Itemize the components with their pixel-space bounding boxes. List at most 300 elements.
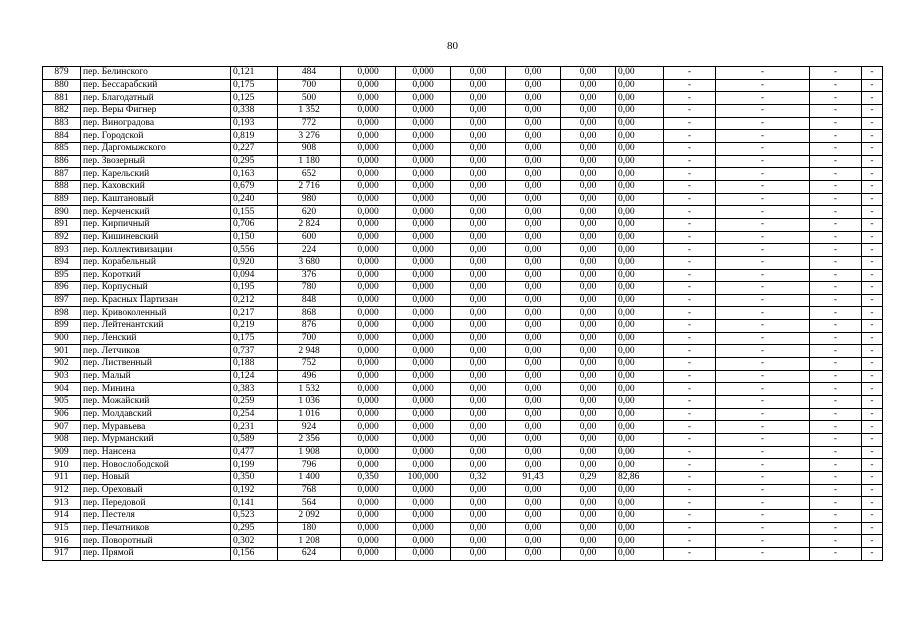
col10-value: 0,00 xyxy=(616,180,664,193)
length-km: 0,737 xyxy=(231,345,278,358)
col12-dash: - xyxy=(716,142,810,155)
street-name: пер. Красных Партизан xyxy=(81,294,231,307)
length-km: 0,556 xyxy=(231,244,278,257)
table-row xyxy=(43,408,883,421)
col7-value: 0,00 xyxy=(451,547,506,560)
col14-dash: - xyxy=(862,345,883,358)
col9-value: 0,00 xyxy=(561,446,616,459)
table-row xyxy=(43,547,883,560)
col8-value: 0,00 xyxy=(506,307,561,320)
col10-value: 0,00 xyxy=(616,509,664,522)
street-name: пер. Бессарабский xyxy=(81,79,231,92)
table-row xyxy=(43,307,883,320)
length-km: 0,679 xyxy=(231,180,278,193)
area-value: 624 xyxy=(278,547,341,560)
area-value: 752 xyxy=(278,358,341,371)
area-value: 224 xyxy=(278,244,341,257)
col8-value: 0,00 xyxy=(506,282,561,295)
street-name: пер. Кирпичный xyxy=(81,218,231,231)
length-km: 0,240 xyxy=(231,193,278,206)
col9-value: 0,00 xyxy=(561,269,616,282)
col9-value: 0,00 xyxy=(561,484,616,497)
col5-value: 0,000 xyxy=(341,522,396,535)
col7-value: 0,00 xyxy=(451,269,506,282)
col6-value: 0,000 xyxy=(396,193,451,206)
col11-dash: - xyxy=(664,117,716,130)
col9-value: 0,00 xyxy=(561,244,616,257)
col14-dash: - xyxy=(862,320,883,333)
col9-value: 0,00 xyxy=(561,509,616,522)
row-number: 908 xyxy=(43,434,81,447)
col5-value: 0,000 xyxy=(341,142,396,155)
col6-value: 0,000 xyxy=(396,104,451,117)
col13-dash: - xyxy=(810,79,862,92)
col5-value: 0,000 xyxy=(341,332,396,345)
area-value: 1 532 xyxy=(278,383,341,396)
col10-value: 0,00 xyxy=(616,218,664,231)
col12-dash: - xyxy=(716,547,810,560)
col12-dash: - xyxy=(716,522,810,535)
col6-value: 0,000 xyxy=(396,358,451,371)
col5-value: 0,000 xyxy=(341,535,396,548)
col11-dash: - xyxy=(664,421,716,434)
col12-dash: - xyxy=(716,370,810,383)
col5-value: 0,000 xyxy=(341,358,396,371)
col11-dash: - xyxy=(664,396,716,409)
col6-value: 0,000 xyxy=(396,307,451,320)
col9-value: 0,00 xyxy=(561,180,616,193)
area-value: 700 xyxy=(278,332,341,345)
col7-value: 0,00 xyxy=(451,497,506,510)
row-number: 897 xyxy=(43,294,81,307)
col6-value: 0,000 xyxy=(396,92,451,105)
col11-dash: - xyxy=(664,155,716,168)
col14-dash: - xyxy=(862,307,883,320)
row-number: 905 xyxy=(43,396,81,409)
col5-value: 0,000 xyxy=(341,231,396,244)
length-km: 0,163 xyxy=(231,168,278,181)
col10-value: 0,00 xyxy=(616,244,664,257)
col8-value: 0,00 xyxy=(506,497,561,510)
col13-dash: - xyxy=(810,509,862,522)
col10-value: 0,00 xyxy=(616,320,664,333)
length-km: 0,589 xyxy=(231,434,278,447)
col5-value: 0,000 xyxy=(341,497,396,510)
col11-dash: - xyxy=(664,256,716,269)
col10-value: 0,00 xyxy=(616,92,664,105)
table-row xyxy=(43,117,883,130)
col9-value: 0,00 xyxy=(561,434,616,447)
col8-value: 0,00 xyxy=(506,155,561,168)
col14-dash: - xyxy=(862,206,883,219)
length-km: 0,350 xyxy=(231,472,278,485)
col7-value: 0,00 xyxy=(451,244,506,257)
table-row xyxy=(43,218,883,231)
col6-value: 0,000 xyxy=(396,168,451,181)
length-km: 0,193 xyxy=(231,117,278,130)
length-km: 0,383 xyxy=(231,383,278,396)
col12-dash: - xyxy=(716,168,810,181)
col10-value: 0,00 xyxy=(616,497,664,510)
col9-value: 0,00 xyxy=(561,383,616,396)
col10-value: 0,00 xyxy=(616,294,664,307)
col11-dash: - xyxy=(664,244,716,257)
length-km: 0,302 xyxy=(231,535,278,548)
col7-value: 0,00 xyxy=(451,484,506,497)
col11-dash: - xyxy=(664,142,716,155)
length-km: 0,819 xyxy=(231,130,278,143)
length-km: 0,212 xyxy=(231,294,278,307)
street-name: пер. Передовой xyxy=(81,497,231,510)
col13-dash: - xyxy=(810,269,862,282)
col11-dash: - xyxy=(664,206,716,219)
col9-value: 0,00 xyxy=(561,79,616,92)
col5-value: 0,000 xyxy=(341,421,396,434)
table-row xyxy=(43,142,883,155)
col9-value: 0,00 xyxy=(561,408,616,421)
col7-value: 0,00 xyxy=(451,358,506,371)
col10-value: 0,00 xyxy=(616,547,664,560)
area-value: 772 xyxy=(278,117,341,130)
col7-value: 0,00 xyxy=(451,180,506,193)
col11-dash: - xyxy=(664,332,716,345)
col14-dash: - xyxy=(862,509,883,522)
col9-value: 0,00 xyxy=(561,155,616,168)
length-km: 0,227 xyxy=(231,142,278,155)
col11-dash: - xyxy=(664,497,716,510)
col14-dash: - xyxy=(862,231,883,244)
area-value: 1 180 xyxy=(278,155,341,168)
col7-value: 0,00 xyxy=(451,294,506,307)
col11-dash: - xyxy=(664,459,716,472)
col11-dash: - xyxy=(664,472,716,485)
col7-value: 0,00 xyxy=(451,206,506,219)
area-value: 924 xyxy=(278,421,341,434)
col7-value: 0,00 xyxy=(451,79,506,92)
col11-dash: - xyxy=(664,358,716,371)
col5-value: 0,000 xyxy=(341,307,396,320)
table-row xyxy=(43,282,883,295)
row-number: 915 xyxy=(43,522,81,535)
col14-dash: - xyxy=(862,155,883,168)
street-name: пер. Новый xyxy=(81,472,231,485)
col5-value: 0,000 xyxy=(341,206,396,219)
col10-value: 0,00 xyxy=(616,142,664,155)
row-number: 902 xyxy=(43,358,81,371)
street-name: пер. Новослободской xyxy=(81,459,231,472)
col6-value: 0,000 xyxy=(396,509,451,522)
street-name: пер. Нансена xyxy=(81,446,231,459)
col7-value: 0,00 xyxy=(451,193,506,206)
table-row xyxy=(43,459,883,472)
col9-value: 0,00 xyxy=(561,104,616,117)
col7-value: 0,00 xyxy=(451,434,506,447)
col11-dash: - xyxy=(664,408,716,421)
col10-value: 0,00 xyxy=(616,459,664,472)
col11-dash: - xyxy=(664,193,716,206)
area-value: 2 092 xyxy=(278,509,341,522)
street-name: пер. Корпусный xyxy=(81,282,231,295)
col13-dash: - xyxy=(810,256,862,269)
col5-value: 0,000 xyxy=(341,218,396,231)
col14-dash: - xyxy=(862,256,883,269)
col6-value: 0,000 xyxy=(396,218,451,231)
col8-value: 0,00 xyxy=(506,345,561,358)
col13-dash: - xyxy=(810,358,862,371)
col7-value: 0,00 xyxy=(451,218,506,231)
col7-value: 0,00 xyxy=(451,117,506,130)
length-km: 0,254 xyxy=(231,408,278,421)
col6-value: 0,000 xyxy=(396,383,451,396)
col13-dash: - xyxy=(810,180,862,193)
col6-value: 0,000 xyxy=(396,180,451,193)
row-number: 887 xyxy=(43,168,81,181)
length-km: 0,217 xyxy=(231,307,278,320)
col5-value: 0,000 xyxy=(341,282,396,295)
col12-dash: - xyxy=(716,497,810,510)
col6-value: 0,000 xyxy=(396,446,451,459)
area-value: 500 xyxy=(278,92,341,105)
col8-value: 0,00 xyxy=(506,168,561,181)
row-number: 883 xyxy=(43,117,81,130)
length-km: 0,125 xyxy=(231,92,278,105)
street-name: пер. Керченский xyxy=(81,206,231,219)
col5-value: 0,000 xyxy=(341,408,396,421)
col7-value: 0,00 xyxy=(451,104,506,117)
col10-value: 0,00 xyxy=(616,67,664,80)
col8-value: 0,00 xyxy=(506,547,561,560)
col14-dash: - xyxy=(862,484,883,497)
row-number: 893 xyxy=(43,244,81,257)
col9-value: 0,00 xyxy=(561,307,616,320)
length-km: 0,523 xyxy=(231,509,278,522)
area-value: 1 400 xyxy=(278,472,341,485)
table-row xyxy=(43,370,883,383)
length-km: 0,259 xyxy=(231,396,278,409)
col9-value: 0,00 xyxy=(561,497,616,510)
table-row xyxy=(43,79,883,92)
table-row xyxy=(43,332,883,345)
col14-dash: - xyxy=(862,92,883,105)
col5-value: 0,000 xyxy=(341,320,396,333)
col7-value: 0,00 xyxy=(451,256,506,269)
col7-value: 0,32 xyxy=(451,472,506,485)
col8-value: 0,00 xyxy=(506,193,561,206)
col8-value: 0,00 xyxy=(506,434,561,447)
area-value: 600 xyxy=(278,231,341,244)
col12-dash: - xyxy=(716,155,810,168)
col11-dash: - xyxy=(664,345,716,358)
length-km: 0,199 xyxy=(231,459,278,472)
table-row xyxy=(43,256,883,269)
col8-value: 0,00 xyxy=(506,370,561,383)
col10-value: 0,00 xyxy=(616,79,664,92)
col10-value: 82,86 xyxy=(616,472,664,485)
col6-value: 0,000 xyxy=(396,256,451,269)
row-number: 884 xyxy=(43,130,81,143)
col10-value: 0,00 xyxy=(616,256,664,269)
col10-value: 0,00 xyxy=(616,307,664,320)
col5-value: 0,000 xyxy=(341,79,396,92)
col9-value: 0,00 xyxy=(561,92,616,105)
col13-dash: - xyxy=(810,117,862,130)
col10-value: 0,00 xyxy=(616,282,664,295)
table-row xyxy=(43,269,883,282)
col13-dash: - xyxy=(810,142,862,155)
street-name: пер. Муравьева xyxy=(81,421,231,434)
col7-value: 0,00 xyxy=(451,307,506,320)
col5-value: 0,000 xyxy=(341,155,396,168)
col7-value: 0,00 xyxy=(451,155,506,168)
col12-dash: - xyxy=(716,484,810,497)
col12-dash: - xyxy=(716,535,810,548)
col5-value: 0,000 xyxy=(341,180,396,193)
col12-dash: - xyxy=(716,130,810,143)
col13-dash: - xyxy=(810,345,862,358)
col13-dash: - xyxy=(810,383,862,396)
row-number: 886 xyxy=(43,155,81,168)
col7-value: 0,00 xyxy=(451,535,506,548)
col12-dash: - xyxy=(716,459,810,472)
col5-value: 0,000 xyxy=(341,67,396,80)
col9-value: 0,00 xyxy=(561,370,616,383)
street-name: пер. Карельский xyxy=(81,168,231,181)
length-km: 0,219 xyxy=(231,320,278,333)
col7-value: 0,00 xyxy=(451,168,506,181)
row-number: 882 xyxy=(43,104,81,117)
col8-value: 0,00 xyxy=(506,396,561,409)
street-name: пер. Белинского xyxy=(81,67,231,80)
table-row xyxy=(43,193,883,206)
col8-value: 91,43 xyxy=(506,472,561,485)
area-value: 652 xyxy=(278,168,341,181)
col11-dash: - xyxy=(664,484,716,497)
street-name: пер. Пестеля xyxy=(81,509,231,522)
col13-dash: - xyxy=(810,497,862,510)
col8-value: 0,00 xyxy=(506,92,561,105)
row-number: 888 xyxy=(43,180,81,193)
length-km: 0,295 xyxy=(231,522,278,535)
area-value: 1 908 xyxy=(278,446,341,459)
length-km: 0,295 xyxy=(231,155,278,168)
area-value: 496 xyxy=(278,370,341,383)
col10-value: 0,00 xyxy=(616,408,664,421)
row-number: 911 xyxy=(43,472,81,485)
col6-value: 0,000 xyxy=(396,244,451,257)
row-number: 906 xyxy=(43,408,81,421)
row-number: 904 xyxy=(43,383,81,396)
street-name: пер. Лиственный xyxy=(81,358,231,371)
length-km: 0,188 xyxy=(231,358,278,371)
table-row xyxy=(43,244,883,257)
row-number: 912 xyxy=(43,484,81,497)
table-row xyxy=(43,497,883,510)
table-row xyxy=(43,446,883,459)
col14-dash: - xyxy=(862,497,883,510)
col13-dash: - xyxy=(810,396,862,409)
street-name: пер. Малый xyxy=(81,370,231,383)
col8-value: 0,00 xyxy=(506,218,561,231)
table-row xyxy=(43,320,883,333)
col14-dash: - xyxy=(862,358,883,371)
area-value: 780 xyxy=(278,282,341,295)
col14-dash: - xyxy=(862,294,883,307)
col11-dash: - xyxy=(664,535,716,548)
table-row xyxy=(43,206,883,219)
col11-dash: - xyxy=(664,547,716,560)
col13-dash: - xyxy=(810,535,862,548)
table-row xyxy=(43,535,883,548)
col7-value: 0,00 xyxy=(451,332,506,345)
col13-dash: - xyxy=(810,193,862,206)
col5-value: 0,000 xyxy=(341,294,396,307)
length-km: 0,094 xyxy=(231,269,278,282)
col12-dash: - xyxy=(716,446,810,459)
col7-value: 0,00 xyxy=(451,459,506,472)
row-number: 895 xyxy=(43,269,81,282)
length-km: 0,477 xyxy=(231,446,278,459)
col14-dash: - xyxy=(862,472,883,485)
col5-value: 0,000 xyxy=(341,92,396,105)
col14-dash: - xyxy=(862,168,883,181)
col8-value: 0,00 xyxy=(506,408,561,421)
area-value: 796 xyxy=(278,459,341,472)
col10-value: 0,00 xyxy=(616,345,664,358)
col7-value: 0,00 xyxy=(451,320,506,333)
col7-value: 0,00 xyxy=(451,370,506,383)
col5-value: 0,000 xyxy=(341,396,396,409)
col8-value: 0,00 xyxy=(506,79,561,92)
col5-value: 0,000 xyxy=(341,345,396,358)
length-km: 0,141 xyxy=(231,497,278,510)
col14-dash: - xyxy=(862,180,883,193)
col13-dash: - xyxy=(810,218,862,231)
col13-dash: - xyxy=(810,206,862,219)
area-value: 2 356 xyxy=(278,434,341,447)
street-name: пер. Летчиков xyxy=(81,345,231,358)
table-row xyxy=(43,358,883,371)
row-number: 885 xyxy=(43,142,81,155)
col6-value: 0,000 xyxy=(396,345,451,358)
col8-value: 0,00 xyxy=(506,180,561,193)
col9-value: 0,00 xyxy=(561,294,616,307)
col11-dash: - xyxy=(664,282,716,295)
col8-value: 0,00 xyxy=(506,446,561,459)
col11-dash: - xyxy=(664,231,716,244)
col12-dash: - xyxy=(716,345,810,358)
col9-value: 0,00 xyxy=(561,231,616,244)
table-row xyxy=(43,155,883,168)
length-km: 0,121 xyxy=(231,67,278,80)
col14-dash: - xyxy=(862,408,883,421)
col6-value: 0,000 xyxy=(396,79,451,92)
col8-value: 0,00 xyxy=(506,117,561,130)
length-km: 0,175 xyxy=(231,332,278,345)
col13-dash: - xyxy=(810,332,862,345)
col5-value: 0,000 xyxy=(341,459,396,472)
col14-dash: - xyxy=(862,383,883,396)
col7-value: 0,00 xyxy=(451,67,506,80)
col12-dash: - xyxy=(716,231,810,244)
area-value: 868 xyxy=(278,307,341,320)
length-km: 0,192 xyxy=(231,484,278,497)
col9-value: 0,00 xyxy=(561,218,616,231)
table-body xyxy=(43,67,883,561)
area-value: 376 xyxy=(278,269,341,282)
col11-dash: - xyxy=(664,168,716,181)
col13-dash: - xyxy=(810,231,862,244)
col8-value: 0,00 xyxy=(506,269,561,282)
